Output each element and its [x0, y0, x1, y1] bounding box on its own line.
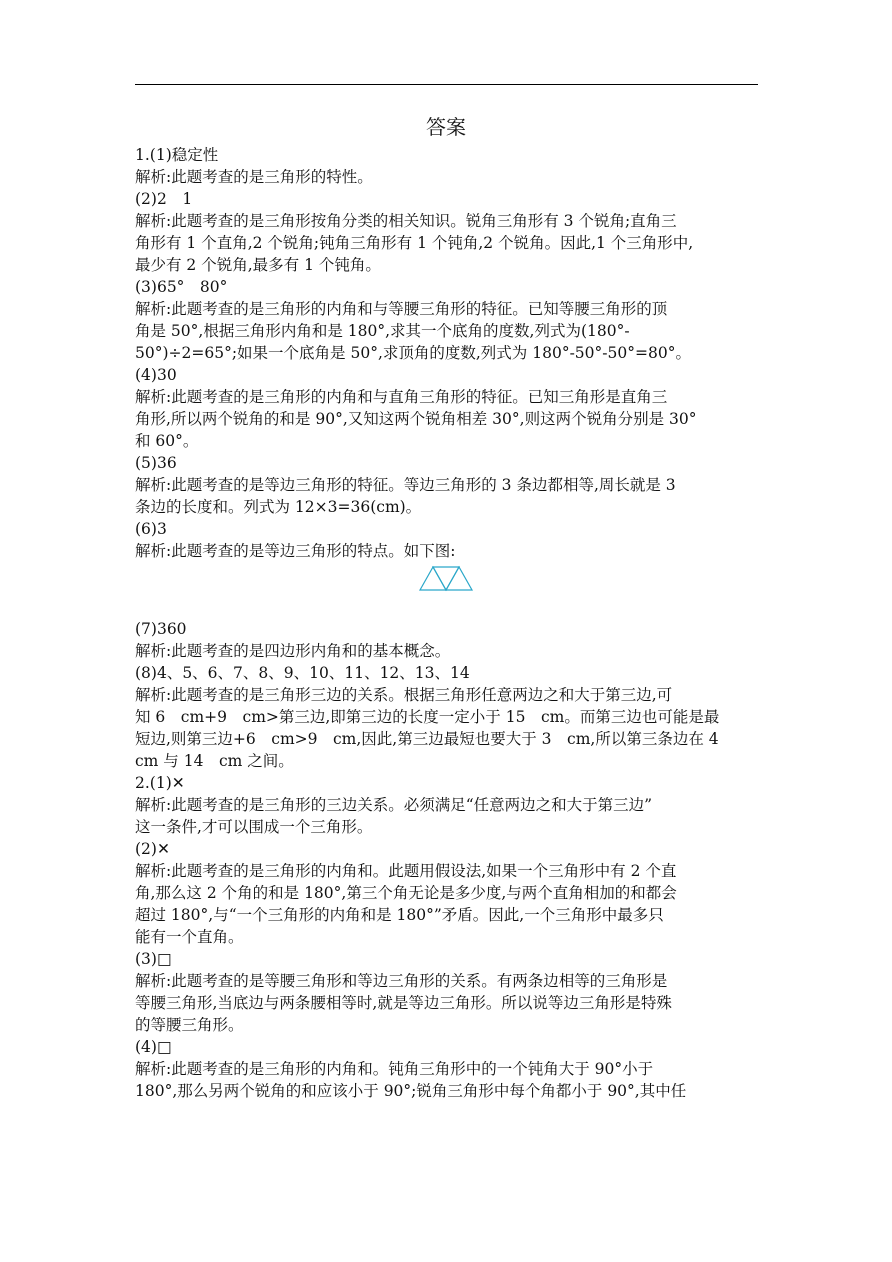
analysis-line: 知 6 cm+9 cm>第三边,即第三边的长度一定小于 15 cm。而第三边也可能是最 [135, 708, 720, 726]
analysis-line: 解析:此题考查的是等边三角形的特点。如下图: [135, 542, 456, 560]
triangle-figure [135, 562, 758, 618]
analysis-line: 解析:此题考查的是等边三角形的特征。等边三角形的 3 条边都相等,周长就是 3 [135, 476, 676, 494]
top-rule [135, 84, 758, 85]
analysis-line: 角,那么这 2 个角的和是 180°,第三个角无论是多少度,与两个直角相加的和都会 [135, 884, 677, 902]
analysis-line: cm 与 14 cm 之间。 [135, 752, 294, 770]
page-title: 答案 [426, 115, 466, 139]
analysis-line: 解析:此题考查的是三角形的三边关系。必须满足“任意两边之和大于第三边” [135, 796, 653, 814]
analysis-line: 解析:此题考查的是三角形的内角和与等腰三角形的特征。已知等腰三角形的顶 [135, 300, 668, 318]
analysis-line: 解析:此题考查的是四边形内角和的基本概念。 [135, 642, 451, 660]
answer-line: 2.(1)✕ [135, 774, 185, 792]
analysis-line: 180°,那么另两个锐角的和应该小于 90°;锐角三角形中每个角都小于 90°,其中任 [135, 1082, 687, 1100]
analysis-line: 能有一个直角。 [135, 928, 244, 946]
answer-line: (5)36 [135, 454, 177, 472]
analysis-line: 等腰三角形,当底边与两条腰相等时,就是等边三角形。所以说等边三角形是特殊 [135, 994, 672, 1012]
analysis-line: 角是 50°,根据三角形内角和是 180°,求其一个底角的度数,列式为(180°- [135, 322, 630, 340]
answer-line: (2)✕ [135, 840, 170, 858]
analysis-line: 条边的长度和。列式为 12×3=36(cm)。 [135, 498, 422, 516]
analysis-line: 和 60°。 [135, 432, 199, 450]
analysis-line: 这一条件,才可以围成一个三角形。 [135, 818, 373, 836]
answer-line: (4)30 [135, 366, 177, 384]
answer-line: (2)2 1 [135, 190, 193, 208]
analysis-line: 角形有 1 个直角,2 个锐角;钝角三角形有 1 个钝角,2 个锐角。因此,1 个三角形中, [135, 234, 694, 252]
analysis-line: 解析:此题考查的是等腰三角形和等边三角形的关系。有两条边相等的三角形是 [135, 972, 668, 990]
analysis-line: 解析:此题考查的是三角形的内角和。钝角三角形中的一个钝角大于 90°小于 [135, 1060, 654, 1078]
analysis-line: 50°)÷2=65°;如果一个底角是 50°,求顶角的度数,列式为 180°-50°-50°=80°。 [135, 344, 691, 362]
analysis-line: 解析:此题考查的是三角形的特性。 [135, 168, 373, 186]
answer-line: (7)360 [135, 620, 187, 638]
answer-line: (3)□ [135, 950, 172, 968]
analysis-line: 短边,则第三边+6 cm>9 cm,因此,第三边最短也要大于 3 cm,所以第三条边在 4 [135, 730, 719, 748]
answer-content [135, 144, 758, 1102]
analysis-line: 解析:此题考查的是三角形按角分类的相关知识。锐角三角形有 3 个锐角;直角三 [135, 212, 677, 230]
analysis-line: 最少有 2 个锐角,最多有 1 个钝角。 [135, 256, 381, 274]
analysis-line: 角形,所以两个锐角的和是 90°,又知这两个锐角相差 30°,则这两个锐角分别是 30° [135, 410, 697, 428]
analysis-line: 解析:此题考查的是三角形三边的关系。根据三角形任意两边之和大于第三边,可 [135, 686, 673, 704]
answer-line: (4)□ [135, 1038, 172, 1056]
analysis-line: 超过 180°,与“一个三角形的内角和是 180°”矛盾。因此,一个三角形中最多只 [135, 906, 664, 924]
analysis-line: 的等腰三角形。 [135, 1016, 244, 1034]
answer-line: (8)4、5、6、7、8、9、10、11、12、13、14 [135, 664, 470, 682]
answer-line: (3)65° 80° [135, 278, 228, 296]
answer-line: 1.(1)稳定性 [135, 146, 219, 164]
three-triangles-icon [418, 564, 476, 592]
answer-line: (6)3 [135, 520, 167, 538]
analysis-line: 解析:此题考查的是三角形的内角和与直角三角形的特征。已知三角形是直角三 [135, 388, 668, 406]
analysis-line: 解析:此题考查的是三角形的内角和。此题用假设法,如果一个三角形中有 2 个直 [135, 862, 677, 880]
